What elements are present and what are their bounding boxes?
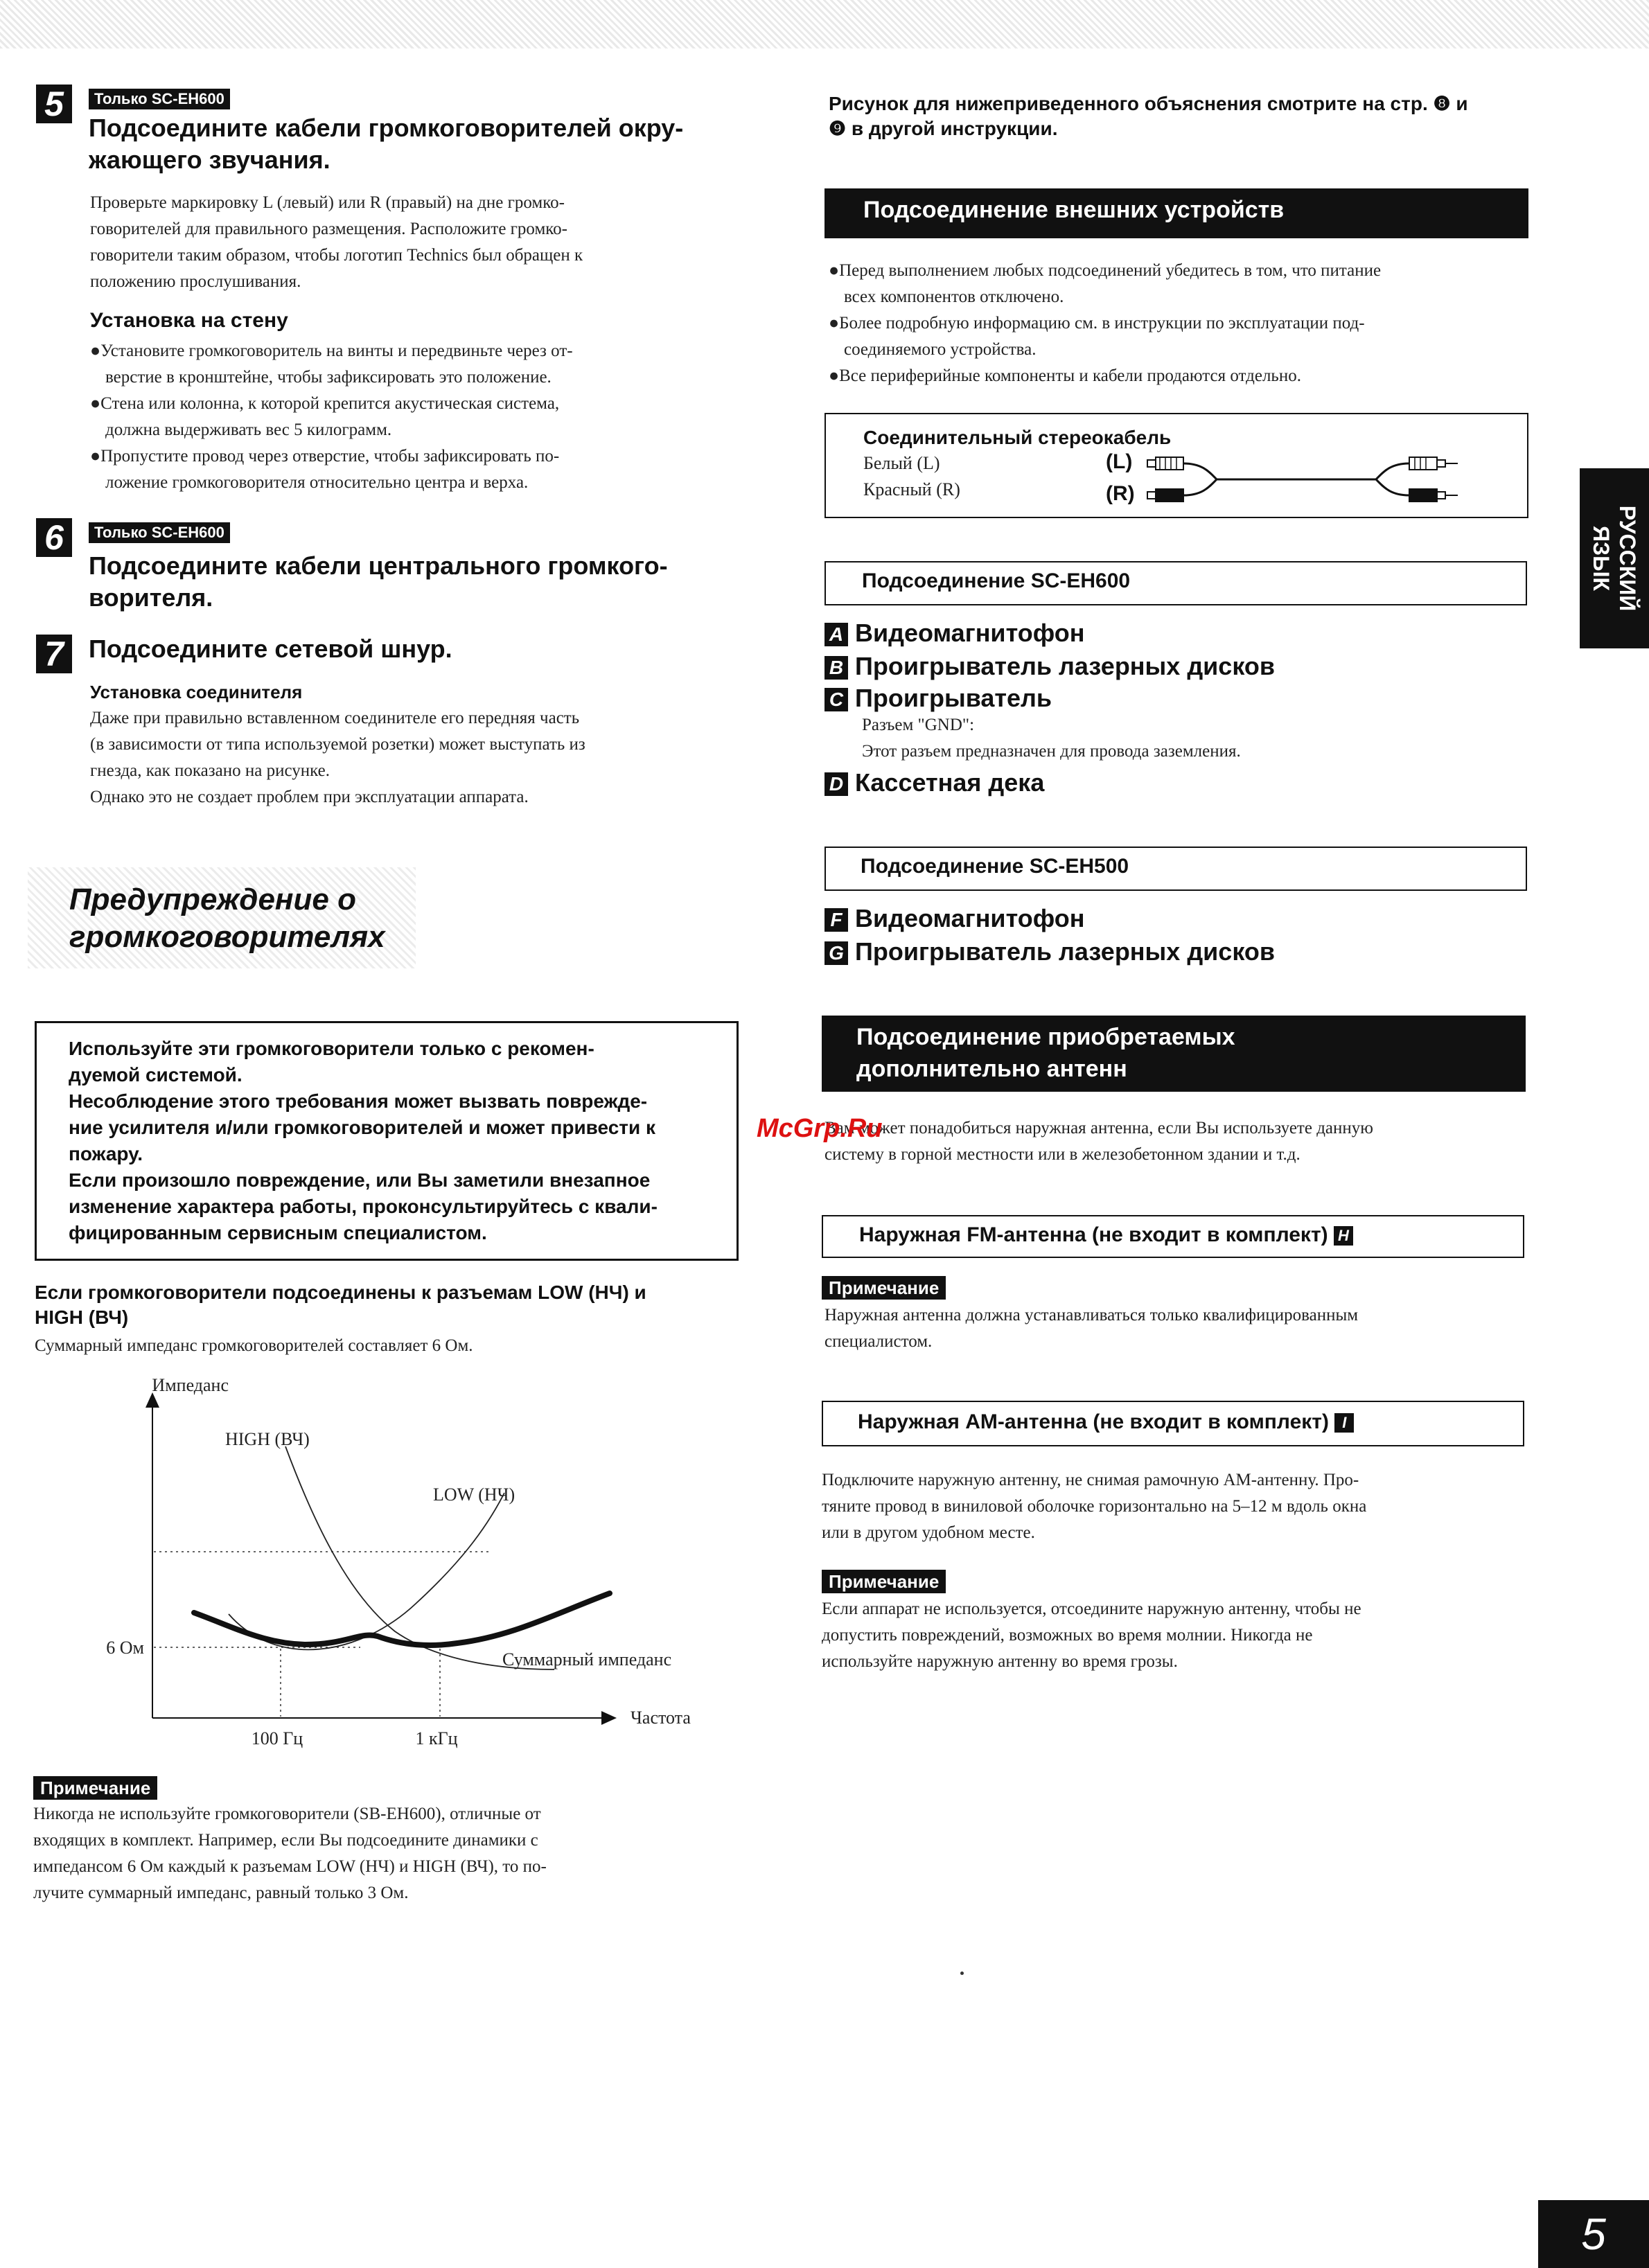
text-line: ние усилителя и/или громкоговорителей и может привести к [69, 1117, 656, 1138]
device-label: Кассетная дека [855, 768, 1045, 797]
top-scan-band [0, 0, 1649, 48]
step-5-title [89, 112, 683, 176]
step-5-title-line: Подсоедините кабели громкоговорителей окру- [89, 114, 684, 142]
device-item [824, 650, 1275, 683]
text-line: импедансом 6 Ом каждый к разъемам LOW (НЧ) и HIGH (ВЧ), то по- [33, 1857, 547, 1876]
letter-badge: A [824, 623, 848, 646]
text-line: (в зависимости от типа используемой розетки) может выступать из [90, 735, 585, 754]
text-line: Рисунок для нижеприведенного объяснения смотрите на стр. ❽ и [829, 93, 1468, 114]
high-series-label: HIGH (ВЧ) [225, 1429, 310, 1449]
header-label: Подсоединение SC-EH500 [861, 855, 1129, 878]
stereo-cable-box [824, 413, 1528, 518]
x-tick-1khz: 1 кГц [415, 1728, 458, 1748]
cable-title: Соединительный стереокабель [863, 427, 1172, 448]
sc-eh600-header [824, 561, 1527, 605]
letter-badge: H [1334, 1226, 1353, 1246]
bullet-item: ●Более подробную информацию см. в инструкции по эксплуатации под- соединяемого устройства. [829, 314, 1365, 359]
wall-mount-title: Установка на стену [90, 309, 288, 332]
text-line: Наружная антенна должна устанавливаться только квалифицированным [824, 1306, 1359, 1325]
step-6-title-line: Подсоедините кабели центрального громкого- [89, 551, 668, 580]
text-line: или в другом удобном месте. [822, 1523, 1035, 1542]
am-note [822, 1596, 1542, 1675]
letter-badge: B [824, 656, 848, 680]
warning-box [35, 1021, 739, 1261]
step-6-title-line: ворителя. [89, 583, 213, 612]
cable-r-marker: (R) [1106, 482, 1135, 505]
step-7-title: Подсоедините сетевой шнур. [89, 635, 452, 663]
bullet-item: ●Установите громкоговоритель на винты и передвиньте через от- верстие в кронштейне, чтобы зафиксировать это положение. [90, 342, 573, 387]
text-line: Разъем "GND": [862, 716, 975, 734]
title-line: Подсоединение приобретаемых [856, 1024, 1235, 1050]
text-line: Никогда не используйте громкоговорители (SB-EH600), отличные от [33, 1805, 541, 1823]
header-label: Подсоединение внешних устройств [863, 197, 1285, 223]
low-series-label: LOW (НЧ) [433, 1485, 515, 1505]
text-line: пожару. [69, 1143, 143, 1164]
text-line: гнезда, как показано на рисунке. [90, 761, 330, 780]
letter-badge: C [824, 688, 848, 711]
bullet-item: ●Перед выполнением любых подсоединений убедитесь в том, что питание всех компонентов отключено. [829, 261, 1382, 306]
step-5-number: 5 [36, 85, 72, 123]
text-line: Однако это не создает проблем при эксплуатации аппарата. [90, 788, 529, 806]
text-line: Вам может понадобиться наружная антенна, если Вы используете данную [824, 1119, 1373, 1137]
rca-cable-drawing [1140, 445, 1473, 514]
watermark-text: McGrp.Ru [757, 1114, 883, 1143]
text-line: Проверьте маркировку L (левый) или R (правый) на дне громко- [90, 193, 565, 212]
text-line: допустить повреждений, возможных во время молнии. Никогда не [822, 1626, 1313, 1645]
antenna-text [824, 1115, 1538, 1168]
high-curve [285, 1446, 554, 1669]
title-line: громкоговорителях [69, 920, 385, 954]
bullet-item: ●Все периферийные компоненты и кабели продаются отдельно. [829, 366, 1301, 385]
step-7-number: 7 [36, 635, 72, 673]
bullet-item: ●Пропустите провод через отверстие, чтобы зафиксировать по- ложение громкоговорителя относительно центра и верха. [90, 447, 560, 492]
text-line: систему в горной местности или в железобетонном здании и т.д. [824, 1145, 1300, 1164]
antenna-header [822, 1016, 1526, 1092]
external-devices-header [824, 188, 1528, 238]
fm-note-label: Примечание [822, 1276, 946, 1300]
title-line: Предупреждение о [69, 883, 356, 916]
text-line: говорителей для правильного размещения. Расположите громко- [90, 220, 567, 238]
letter-badge: I [1334, 1413, 1354, 1433]
device-label: Видеомагнитофон [855, 619, 1085, 647]
step-6-number: 6 [36, 518, 72, 557]
reference-intro [829, 91, 1542, 141]
device-label: Видеомагнитофон [855, 904, 1085, 932]
low-curve [229, 1493, 504, 1649]
title-line: HIGH (ВЧ) [35, 1306, 129, 1328]
text-line: специалистом. [824, 1332, 933, 1351]
x-axis-arrow [601, 1711, 617, 1725]
cable-white-label: Белый (L) [863, 453, 940, 473]
letter-badge: D [824, 772, 848, 796]
device-label: Проигрыватель [855, 684, 1052, 712]
text-line: Несоблюдение этого требования может вызвать поврежде- [69, 1090, 648, 1112]
language-side-tab [1580, 468, 1649, 648]
total-impedance-curve [194, 1593, 610, 1645]
y-axis-label: Импеданс [152, 1375, 229, 1395]
am-antenna-header [822, 1401, 1524, 1446]
low-high-text: Суммарный импеданс громкоговорителей составляет 6 Ом. [35, 1336, 473, 1355]
step-5-paragraph [90, 190, 741, 295]
text-line: Если аппарат не используется, отсоедините наружную антенну, чтобы не [822, 1600, 1361, 1618]
text-line: Если произошло повреждение, или Вы заметили внезапное [69, 1169, 651, 1191]
x-axis-label: Частота [630, 1708, 691, 1728]
letter-badge: F [824, 908, 848, 932]
wall-mount-bullets [90, 338, 748, 496]
title-line: дополнительно антенн [856, 1056, 1127, 1082]
sc-eh500-header [824, 847, 1527, 891]
header-label [858, 1410, 1361, 1434]
text-line: говорители таким образом, чтобы логотип Technics был обращен к [90, 246, 583, 265]
fm-antenna-header [822, 1215, 1524, 1258]
text-line: изменение характера работы, проконсультируйтесь с квали- [69, 1196, 658, 1217]
text-line: Этот разъем предназначен для провода заземления. [862, 742, 1241, 761]
step-7-paragraph [90, 705, 748, 810]
speaker-note [33, 1801, 740, 1906]
text-line: Даже при правильно вставленном соединителе его передняя часть [90, 709, 580, 727]
text-line: положению прослушивания. [90, 272, 301, 291]
text-line: лучите суммарный импеданс, равный только 3 Ом. [33, 1884, 409, 1902]
x-tick-100hz: 100 Гц [251, 1728, 303, 1748]
step-6-title [89, 550, 668, 614]
device-item [824, 766, 1044, 799]
header-label [859, 1223, 1360, 1247]
fm-note [824, 1302, 1538, 1355]
cable-l-marker: (L) [1106, 450, 1133, 473]
title-line: Если громкоговорители подсоединены к разъемам LOW (НЧ) и [35, 1282, 646, 1303]
speaker-warning-title [69, 881, 385, 956]
low-high-title [35, 1280, 741, 1330]
text-line: тяните провод в виниловой оболочке горизонтально на 5–12 м вдоль окна [822, 1497, 1367, 1516]
model-badge: Только SC-EH600 [89, 89, 230, 109]
device-item [824, 902, 1084, 935]
header-label [856, 1021, 1235, 1085]
header-label: Подсоединение SC-EH600 [862, 569, 1131, 592]
cable-red-label: Красный (R) [863, 479, 960, 499]
impedance-chart [69, 1365, 748, 1753]
fm-header-text: Наружная FM-антенна (не входит в комплект) [859, 1223, 1328, 1246]
external-devices-bullets [829, 258, 1535, 389]
scan-dot [960, 1972, 964, 1975]
text-line: входящих в комплект. Например, если Вы подсоедините динамики с [33, 1831, 538, 1850]
step-5-title-line: жающего звучания. [89, 145, 330, 174]
am-header-text: Наружная AM-антенна (не входит в комплект) [858, 1410, 1329, 1433]
am-antenna-text [822, 1467, 1542, 1546]
warning-text [69, 1036, 706, 1246]
total-series-label: Суммарный импеданс [502, 1649, 672, 1669]
device-item [824, 935, 1275, 968]
device-label: Проигрыватель лазерных дисков [855, 937, 1275, 966]
page-number: 5 [1538, 2200, 1649, 2268]
text-line: фицированным сервисным специалистом. [69, 1222, 487, 1243]
gnd-note [862, 712, 1241, 765]
language-tab-label: РУССКИЙ ЯЗЫК [1589, 505, 1640, 612]
text-line: используйте наружную антенну во время грозы. [822, 1652, 1178, 1671]
y-tick-6-ohm: 6 Ом [106, 1638, 144, 1658]
device-item [824, 682, 1052, 715]
letter-badge: G [824, 941, 848, 965]
text-line: Используйте эти громкоговорители только с рекомен- [69, 1038, 594, 1059]
text-line: дуемой системой. [69, 1064, 242, 1086]
device-label: Проигрыватель лазерных дисков [855, 652, 1275, 680]
note-label: Примечание [33, 1776, 157, 1800]
device-item [824, 617, 1084, 650]
bullet-item: ●Стена или колонна, к которой крепится акустическая система, должна выдерживать вес 5 килограмм. [90, 394, 560, 439]
am-note-label: Примечание [822, 1570, 946, 1593]
connector-subtitle: Установка соединителя [90, 682, 303, 702]
model-badge: Только SC-EH600 [89, 522, 230, 543]
text-line: ❾ в другой инструкции. [829, 118, 1058, 139]
text-line: Подключите наружную антенну, не снимая рамочную AM-антенну. Про- [822, 1471, 1359, 1489]
